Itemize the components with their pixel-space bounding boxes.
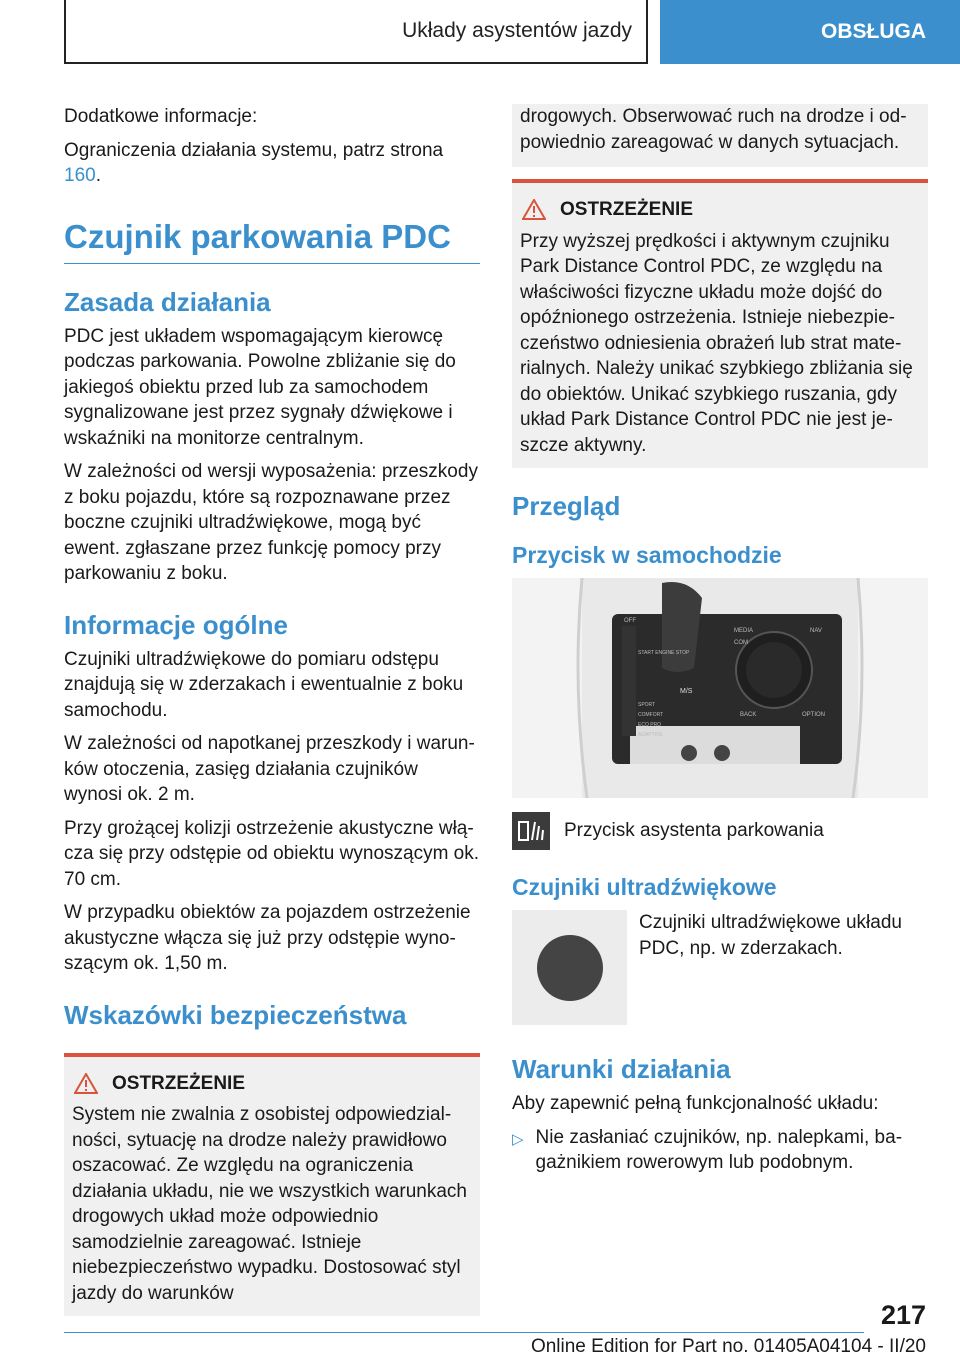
photo-label-adaptive: ADAPTIVE [638, 732, 663, 738]
warunki-intro: Aby zapewnić pełną funkcjonalność układu: [512, 1093, 879, 1114]
sensor-image [512, 910, 627, 1025]
warning-title-2 [520, 197, 920, 223]
ogolne-paragraph-4: W przypadku obiektów za pojazdem ostrzeżenie akustyczne włącza się już przy odstępie wynoszącym ok. 1,50 m. [64, 902, 471, 974]
photo-label-com: COM [734, 640, 748, 646]
info-end: . [95, 165, 101, 186]
heading-czujniki: Czujniki ultradźwiękowe [512, 874, 777, 900]
photo-label-nav: NAV [810, 628, 822, 634]
ogolne-paragraph-1: Czujniki ultradźwiękowe do pomiaru odstępu znajdują się w zderzakach i ewentualnie z boku samochodu. [64, 648, 464, 721]
warning-continuation-text: drogowych. Obserwować ruch na drodze i odpowiednio zareagować w danych sytuacjach. [520, 106, 907, 153]
zasada-paragraph-2: W zależności od wersji wyposażenia: przeszkody z boku pojazdu, które są rozpoznawane przez boczne czujniki ultradźwiękowe, mogą być ewent. zgłaszane przez funkcję pomocy przy parkowaniu z boku. [64, 461, 478, 584]
chapter-title: Układy asystentów jazdy [402, 19, 632, 42]
footer-edition: Online Edition for Part no. 01405A04104 - II/20 [530, 1336, 926, 1357]
footer-divider [64, 1332, 864, 1333]
heading-ogolne: Informacje ogólne [64, 609, 288, 640]
heading-warunki: Warunki działania [512, 1054, 731, 1084]
caption-text: Przycisk asystenta parkowania [564, 820, 824, 842]
warning-box-2 [512, 179, 928, 468]
heading-przycisk: Przycisk w samochodzie [512, 542, 782, 568]
page-number: 217 [880, 1300, 926, 1330]
list-item-text: Nie zasłaniać czujników, np. nalepkami, bagażnikiem rowerowym lub podobnym. [535, 1126, 903, 1173]
warning-text-2: Przy wyższej prędkości i aktywnym czujniku Park Distance Control PDC, ze względu na właściwości fizyczne układu może dojść do opóźnionego ostrzeżenia. Istnieje niebezpieczeństwo odniesienia obrażeń lub strat materialnych. Należy unikać szybkiego zbliżania się do obiektów. Unikać szybkiego ruszania, gdy układ Park Distance Control PDC nie jest jeszcze aktywny. [520, 230, 913, 456]
photo-label-ecopro: ECO PRO [638, 722, 662, 728]
photo-label-off: OFF [624, 618, 636, 624]
warning-title [72, 1071, 472, 1097]
info-label: Dodatkowe informacje: [64, 106, 258, 127]
triangle-bullet-icon: ▷ [512, 1130, 524, 1148]
section-title: OBSŁUGA [821, 20, 926, 43]
page-link[interactable]: 160 [64, 165, 96, 186]
right-column [512, 104, 928, 1176]
heading-bezpieczenstwa: Wskazówki bezpieczeństwa [64, 999, 407, 1030]
center-console-photo [512, 578, 928, 798]
photo-label-option: OPTION [802, 712, 826, 718]
warning-box [64, 1053, 480, 1317]
info-paragraph [64, 138, 480, 189]
photo-label-sport: SPORT [638, 702, 656, 708]
zasada-paragraph-1: PDC jest układem wspomagającym kierowcę podczas parkowania. Powolne zbliżanie się do jakiegoś obiektu przed lub za samochodem sygnalizowane jest przez sygnały dźwiękowe i wskaźniki na monitorze centralnym. [64, 325, 456, 449]
sensor-text: Czujniki ultradźwiękowe układu PDC, np. w zderzakach. [639, 912, 902, 959]
warning-icon [74, 1073, 98, 1094]
photo-label-back: BACK [740, 712, 757, 718]
list-item [512, 1125, 928, 1176]
ogolne-paragraph-3: Przy grożącej kolizji ostrzeżenie akustyczne włącza się przy odstępie od obiektu wynoszącym ok. 70 cm. [64, 817, 480, 890]
photo-label-media: MEDIA [734, 628, 754, 634]
warning-continuation [512, 104, 928, 167]
left-column [64, 104, 480, 1316]
photo-label-comfort: COMFORT [638, 712, 664, 718]
main-heading: Czujnik parkowania PDC [64, 217, 480, 264]
header-chapter [64, 0, 648, 64]
sensor-row [512, 910, 928, 1025]
photo-label-ms: M/S [680, 688, 693, 695]
heading-zasada: Zasada działania [64, 286, 271, 317]
header-section [660, 0, 960, 64]
warning-title-text: OSTRZEŻENIE [112, 1072, 246, 1094]
sensor-dot [537, 935, 603, 1001]
ogolne-paragraph-2: W zależności od napotkanej przeszkody i warunków otoczenia, zasięg działania czujników wynosi ok. 2 m. [64, 733, 475, 805]
warunki-list [512, 1125, 928, 1176]
parking-assistant-icon [512, 812, 550, 850]
caption-row [512, 812, 928, 850]
info-text: Ograniczenia działania systemu, patrz strona [64, 139, 444, 161]
heading-przeglad: Przegląd [512, 491, 621, 521]
warning-title-text-2: OSTRZEŻENIE [560, 199, 694, 220]
warning-icon [522, 199, 546, 220]
warning-text: System nie zwalnia z osobistej odpowiedzialności, sytuację na drodze należy prawidłowo oszacować. Ze względu na ograniczenia działania układu, nie we wszystkich warunkach drogowych układ może odpowiednio samodzielnie zareagować. Istnieje niebezpieczeństwo wypadku. Dostosować styl jazdy do warunków [72, 1104, 467, 1304]
photo-label-start: START ENGINE STOP [638, 650, 690, 656]
